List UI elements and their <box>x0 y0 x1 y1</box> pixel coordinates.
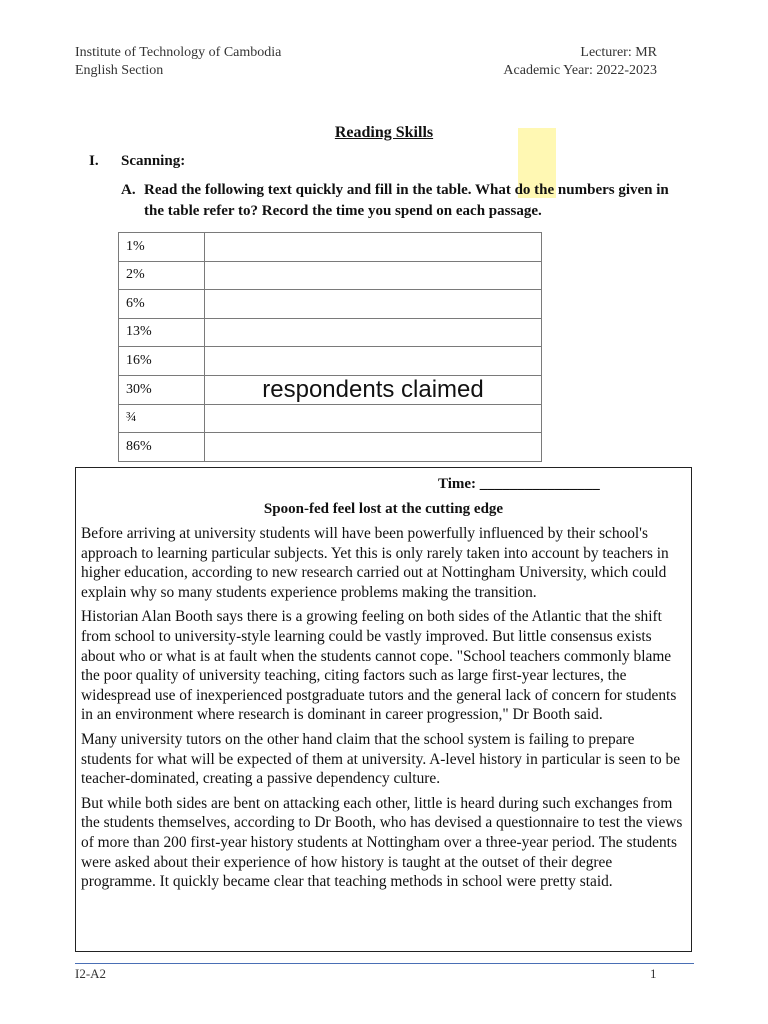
section-name: English Section <box>75 63 164 78</box>
answer-cell[interactable] <box>205 433 542 462</box>
number-cell: ¾ <box>119 404 205 433</box>
academic-year: Academic Year: 2022-2023 <box>503 63 657 78</box>
table-row <box>119 433 542 462</box>
table-row <box>119 347 542 376</box>
answer-cell[interactable] <box>205 347 542 376</box>
table-row <box>119 233 542 262</box>
answer-cell[interactable] <box>205 290 542 319</box>
number-cell: 1% <box>119 233 205 262</box>
number-cell: 16% <box>119 347 205 376</box>
answer-cell[interactable] <box>205 261 542 290</box>
table-row <box>119 318 542 347</box>
page-number: 1 <box>650 966 657 981</box>
table-row <box>119 375 542 404</box>
passage-heading: Spoon-fed feel lost at the cutting edge <box>263 501 504 517</box>
answer-cell[interactable] <box>205 233 542 262</box>
table-row <box>119 261 542 290</box>
time-field[interactable]: Time: ________________ <box>438 476 600 492</box>
passage-body <box>81 524 687 897</box>
answer-cell[interactable] <box>205 404 542 433</box>
answer-cell[interactable] <box>205 318 542 347</box>
footer-code: I2-A2 <box>75 966 107 981</box>
passage-paragraph: Many university tutors on the other hand claim that the school system is failing to prepare students for what will be expected of them at university. A-level history in particular is seen to be teacher-dominated, creating a passive dependency culture. <box>81 730 681 788</box>
number-cell: 30% <box>119 375 205 404</box>
number-cell: 2% <box>119 261 205 290</box>
passage-box <box>75 467 692 952</box>
passage-paragraph: Before arriving at university students will have been powerfully influenced by their school's approach to learning particular subjects. Yet this is only rarely taken into account by teachers in higher education, according to new research carried out at Nottingham University, which could explain why so many students experience problems making the transition. <box>81 525 669 601</box>
passage-paragraph: But while both sides are bent on attacking each other, little is heard during such exchanges from the students themselves, according to Dr Booth, who has devised a questionnaire to test the views of more than 200 first-year history students at Nottingham over a three-year period. The students were asked about their experience of how history is taught at the outset of their degree programme. It quickly became clear that teaching methods in school were pretty staid. <box>81 794 683 891</box>
task-instruction-line2: the table refer to? Record the time you spend on each passage. <box>144 203 542 219</box>
institute-name: Institute of Technology of Cambodia <box>75 45 282 60</box>
lecturer: Lecturer: MR <box>580 45 657 60</box>
page-title: Reading Skills <box>334 124 434 141</box>
table-row <box>119 290 542 319</box>
answer-cell[interactable] <box>205 375 542 404</box>
number-cell: 86% <box>119 433 205 462</box>
number-cell: 6% <box>119 290 205 319</box>
number-cell: 13% <box>119 318 205 347</box>
footer-rule <box>75 963 694 964</box>
section-number: I. <box>89 153 99 169</box>
task-letter: A. <box>121 182 136 198</box>
numbers-table <box>118 232 542 462</box>
table-row <box>119 404 542 433</box>
section-title: Scanning: <box>121 153 186 169</box>
answer-text: respondents claimed <box>262 375 484 403</box>
passage-paragraph: Historian Alan Booth says there is a growing feeling on both sides of the Atlantic that the shift from school to university-style learning could be vastly improved. But little consensus exists about who or what is at fault when the students cannot cope. "School teachers commonly blame the poor quality of university teaching, citing factors such as large first-year lectures, the widespread use of inexperienced postgraduate tutors and the general lack of concern for students in an environment where research is dominant in career progression," Dr Booth said. <box>81 608 677 724</box>
task-instruction-line1: Read the following text quickly and fill in the table. What do the numbers given in <box>144 182 669 198</box>
